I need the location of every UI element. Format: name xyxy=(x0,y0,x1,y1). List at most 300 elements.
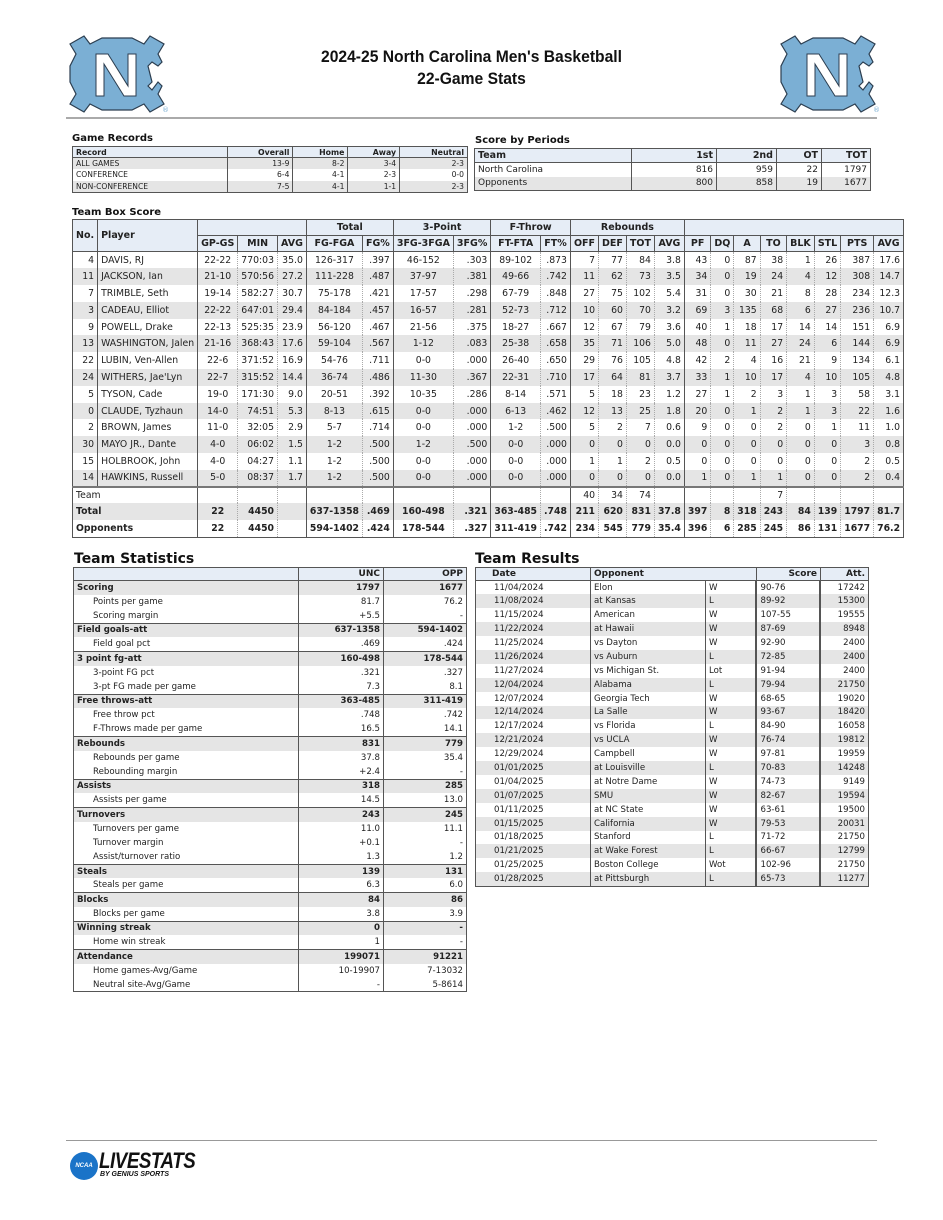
opp-value: 779 xyxy=(384,737,467,751)
stat-cell: 8 xyxy=(787,285,815,302)
stat-cell xyxy=(453,487,490,504)
stat-row xyxy=(74,751,467,765)
stat-cell: 105 xyxy=(841,369,874,386)
stat-cell: 42 xyxy=(684,352,710,369)
opp-value: 5-8614 xyxy=(384,978,467,992)
stat-cell: 308 xyxy=(841,268,874,285)
game-row xyxy=(476,664,869,678)
record-value: 7-5 xyxy=(228,181,293,193)
stat-cell: 3 xyxy=(841,436,874,453)
stat-cell: 1677 xyxy=(841,520,874,537)
stat-cell: .000 xyxy=(453,470,490,487)
stat-cell: 3 xyxy=(760,386,786,403)
stat-group-row xyxy=(74,623,467,637)
stat-cell: 17 xyxy=(760,369,786,386)
unc-value: .469 xyxy=(299,637,384,651)
stat-cell: 32:05 xyxy=(238,419,278,436)
stat-cell: 620 xyxy=(599,503,627,520)
stat-group-label: Turnovers xyxy=(74,808,299,822)
stat-cell: 779 xyxy=(626,520,654,537)
stat-cell: 67-79 xyxy=(491,285,541,302)
stat-group-label: Scoring xyxy=(74,581,299,595)
stat-cell xyxy=(814,487,840,504)
opp-value: 594-1402 xyxy=(384,623,467,637)
stat-cell: 27 xyxy=(814,302,840,319)
game-date: 11/08/2024 xyxy=(476,594,591,608)
stat-group-label: Free throws-att xyxy=(74,694,299,708)
stat-cell: .321 xyxy=(453,503,490,520)
stat-cell: 0 xyxy=(814,436,840,453)
stat-cell: 178-544 xyxy=(393,520,453,537)
game-result: L xyxy=(706,719,757,733)
stat-cell: .571 xyxy=(541,386,571,403)
box-score-table xyxy=(72,219,904,538)
stat-cell: 0 xyxy=(599,470,627,487)
stat-cell: 22 xyxy=(841,403,874,420)
game-date: 01/11/2025 xyxy=(476,803,591,817)
stat-cell: 6-13 xyxy=(491,403,541,420)
stat-label: 3-point FG pct xyxy=(74,666,299,680)
stat-cell: 545 xyxy=(599,520,627,537)
game-opponent: at Hawaii xyxy=(591,622,706,636)
stat-cell: 368:43 xyxy=(238,335,278,352)
unc-value: 1.3 xyxy=(299,850,384,864)
stat-cell: 21 xyxy=(787,352,815,369)
stat-cell: 11 xyxy=(841,419,874,436)
stat-cell: 4-0 xyxy=(198,436,238,453)
stat-cell: 84 xyxy=(787,503,815,520)
unc-value: 0 xyxy=(299,921,384,935)
stat-cell: 0 xyxy=(711,252,734,269)
stat-cell: 62 xyxy=(599,268,627,285)
opp-value: 285 xyxy=(384,779,467,793)
team-name: North Carolina xyxy=(475,163,632,177)
score-periods-title: Score by Periods xyxy=(475,135,570,146)
game-opponent: American xyxy=(591,608,706,622)
stat-cell: 0.8 xyxy=(874,436,904,453)
jersey-number: 30 xyxy=(73,436,98,453)
game-result: L xyxy=(706,678,757,692)
stat-cell: 0 xyxy=(570,436,598,453)
stat-cell: 48 xyxy=(684,335,710,352)
game-date: 01/04/2025 xyxy=(476,775,591,789)
game-score: 90-76 xyxy=(756,581,820,595)
stat-cell: 22-13 xyxy=(198,319,238,336)
stat-cell: 30.7 xyxy=(278,285,307,302)
stat-cell: 0 xyxy=(760,453,786,470)
col-header: Neutral xyxy=(400,147,468,158)
ncaa-logo-icon: NCAA xyxy=(70,1152,98,1180)
record-value: 2-3 xyxy=(348,169,400,181)
opp-value: 13.0 xyxy=(384,793,467,807)
game-score: 87-69 xyxy=(756,622,820,636)
stat-cell: 0 xyxy=(711,403,734,420)
stat-cell: 0 xyxy=(787,419,815,436)
stat-cell: 1 xyxy=(684,470,710,487)
stat-cell: 236 xyxy=(841,302,874,319)
jersey-number: 15 xyxy=(73,453,98,470)
stat-cell: 3.2 xyxy=(654,302,684,319)
game-date: 12/14/2024 xyxy=(476,706,591,720)
stat-cell: 24 xyxy=(787,335,815,352)
game-opponent: vs Auburn xyxy=(591,650,706,664)
stat-label: F-Throws made per game xyxy=(74,722,299,736)
stat-cell: 17-57 xyxy=(393,285,453,302)
game-row xyxy=(476,650,869,664)
player-row xyxy=(73,268,904,285)
game-result: W xyxy=(706,581,757,595)
record-row xyxy=(73,169,468,181)
game-score: 107-55 xyxy=(756,608,820,622)
stat-cell: 1 xyxy=(570,453,598,470)
stat-cell: 594-1402 xyxy=(306,520,362,537)
game-date: 01/07/2025 xyxy=(476,789,591,803)
opp-value: 11.1 xyxy=(384,822,467,836)
unc-value: 84 xyxy=(299,893,384,907)
stat-cell: 52-73 xyxy=(491,302,541,319)
stat-cell: 75 xyxy=(599,285,627,302)
header-divider xyxy=(66,117,877,119)
stat-cell: 40 xyxy=(684,319,710,336)
record-label: ALL GAMES xyxy=(73,158,228,170)
game-result: W xyxy=(706,803,757,817)
game-attendance: 20031 xyxy=(820,817,868,831)
stat-cell: 3.6 xyxy=(654,319,684,336)
stat-cell: .486 xyxy=(363,369,394,386)
stat-col-header: GP-GS xyxy=(198,236,238,252)
team-row xyxy=(73,487,904,504)
game-opponent: Stanford xyxy=(591,831,706,845)
stat-cell: 81 xyxy=(626,369,654,386)
stat-cell: 1-2 xyxy=(306,436,362,453)
stat-cell: 4450 xyxy=(238,520,278,537)
game-attendance: 2400 xyxy=(820,650,868,664)
record-value: 3-4 xyxy=(348,158,400,170)
player-row xyxy=(73,285,904,302)
game-attendance: 14248 xyxy=(820,761,868,775)
stat-cell: 0 xyxy=(814,470,840,487)
stat-label: Points per game xyxy=(74,595,299,609)
stat-cell: .083 xyxy=(453,335,490,352)
group-header-total: Total xyxy=(306,220,393,236)
stat-cell: .000 xyxy=(541,470,571,487)
stat-cell: 17 xyxy=(760,319,786,336)
stat-col-header: FG-FGA xyxy=(306,236,362,252)
stat-cell: 0 xyxy=(599,436,627,453)
stat-cell: 14.7 xyxy=(874,268,904,285)
opp-value: 7-13032 xyxy=(384,964,467,978)
unc-value: 363-485 xyxy=(299,694,384,708)
game-result: L xyxy=(706,761,757,775)
stat-cell: 1-12 xyxy=(393,335,453,352)
stat-cell: 1 xyxy=(734,403,760,420)
unc-value: 14.5 xyxy=(299,793,384,807)
stat-cell: 1 xyxy=(734,470,760,487)
stat-cell: 4-0 xyxy=(198,453,238,470)
unc-value: 831 xyxy=(299,737,384,751)
stat-cell: 36-74 xyxy=(306,369,362,386)
stat-cell: 22-7 xyxy=(198,369,238,386)
opp-value: 35.4 xyxy=(384,751,467,765)
stat-cell xyxy=(654,487,684,504)
stat-row xyxy=(74,978,467,992)
stat-cell xyxy=(684,487,710,504)
game-score: 70-83 xyxy=(756,761,820,775)
game-result: W xyxy=(706,636,757,650)
stat-cell: .567 xyxy=(363,335,394,352)
stat-cell: 8-14 xyxy=(491,386,541,403)
stat-cell: 8-13 xyxy=(306,403,362,420)
stat-cell: 0 xyxy=(711,436,734,453)
game-row xyxy=(476,636,869,650)
stat-cell: 3.5 xyxy=(654,268,684,285)
stat-cell: 70 xyxy=(626,302,654,319)
game-result: L xyxy=(706,844,757,858)
stat-cell: .397 xyxy=(363,252,394,269)
game-score: 89-92 xyxy=(756,594,820,608)
player-row xyxy=(73,252,904,269)
player-name: TYSON, Cade xyxy=(98,386,198,403)
game-row xyxy=(476,789,869,803)
stat-cell: 16 xyxy=(760,352,786,369)
stat-cell: 0 xyxy=(787,470,815,487)
game-date: 01/25/2025 xyxy=(476,858,591,872)
stat-cell: 1-2 xyxy=(393,436,453,453)
stat-cell: 0.6 xyxy=(654,419,684,436)
stat-cell: 126-317 xyxy=(306,252,362,269)
stat-cell: .367 xyxy=(453,369,490,386)
game-result: W xyxy=(706,733,757,747)
stat-cell: 27 xyxy=(570,285,598,302)
jersey-number: 24 xyxy=(73,369,98,386)
game-records-table xyxy=(72,146,468,193)
stat-cell: 17 xyxy=(570,369,598,386)
game-attendance: 19594 xyxy=(820,789,868,803)
stat-cell: 34 xyxy=(599,487,627,504)
group-header-three-point: 3-Point xyxy=(393,220,491,236)
record-value: 1-1 xyxy=(348,181,400,193)
stat-group-row xyxy=(74,893,467,907)
stat-group-label: Winning streak xyxy=(74,921,299,935)
stat-cell: 71 xyxy=(599,335,627,352)
stat-cell: 4 xyxy=(734,352,760,369)
game-attendance: 17242 xyxy=(820,581,868,595)
stat-cell: 1 xyxy=(814,419,840,436)
unc-value: 1 xyxy=(299,935,384,949)
stat-cell: 16-57 xyxy=(393,302,453,319)
game-records-title: Game Records xyxy=(72,133,153,144)
unc-value: 243 xyxy=(299,808,384,822)
stat-cell xyxy=(541,487,571,504)
stat-cell: 111-228 xyxy=(306,268,362,285)
stat-cell: .500 xyxy=(453,436,490,453)
stat-cell: 76 xyxy=(599,352,627,369)
stat-col-header: 3FG% xyxy=(453,236,490,252)
stat-cell xyxy=(734,487,760,504)
stat-row xyxy=(74,878,467,892)
stat-cell: 12 xyxy=(570,319,598,336)
stat-cell: 1 xyxy=(787,403,815,420)
stat-cell: 0-0 xyxy=(491,470,541,487)
col-header-date: Date xyxy=(476,568,591,581)
col-header: 1st xyxy=(632,149,717,163)
unc-value: 160-498 xyxy=(299,651,384,665)
stat-group-row xyxy=(74,581,467,595)
stat-group-label: Field goals-att xyxy=(74,623,299,637)
stat-cell: 0 xyxy=(787,453,815,470)
player-name: WITHERS, Jae'Lyn xyxy=(98,369,198,386)
stat-cell: 4.8 xyxy=(874,369,904,386)
stat-cell: 2 xyxy=(711,352,734,369)
stat-cell: 0 xyxy=(734,436,760,453)
game-attendance: 21750 xyxy=(820,831,868,845)
stat-cell: .500 xyxy=(363,436,394,453)
record-label: NON-CONFERENCE xyxy=(73,181,228,193)
stat-cell: 73 xyxy=(626,268,654,285)
stat-cell: 0 xyxy=(734,419,760,436)
stat-cell: .873 xyxy=(541,252,571,269)
stat-cell xyxy=(393,487,453,504)
stat-cell: 387 xyxy=(841,252,874,269)
game-opponent: Campbell xyxy=(591,747,706,761)
total-row xyxy=(73,503,904,520)
stat-cell: 16.9 xyxy=(278,352,307,369)
stat-cell: .457 xyxy=(363,302,394,319)
stat-cell: 27 xyxy=(684,386,710,403)
stat-cell: 139 xyxy=(814,503,840,520)
player-name: LUBIN, Ven-Allen xyxy=(98,352,198,369)
stat-col-header: A xyxy=(734,236,760,252)
stat-cell xyxy=(363,487,394,504)
stat-cell: 160-498 xyxy=(393,503,453,520)
stat-label: Blocks per game xyxy=(74,907,299,921)
opp-value: - xyxy=(384,921,467,935)
stat-row xyxy=(74,850,467,864)
player-name: TRIMBLE, Seth xyxy=(98,285,198,302)
record-label: CONFERENCE xyxy=(73,169,228,181)
game-score: 79-94 xyxy=(756,678,820,692)
stat-cell: 18 xyxy=(599,386,627,403)
opp-value: .424 xyxy=(384,637,467,651)
stat-cell: 5-0 xyxy=(198,470,238,487)
stat-cell: 1.1 xyxy=(278,453,307,470)
stat-cell: 6.1 xyxy=(874,352,904,369)
page-subtitle: 22-Game Stats xyxy=(417,69,526,88)
stat-cell: .742 xyxy=(541,520,571,537)
stat-cell: 2 xyxy=(841,453,874,470)
game-opponent: La Salle xyxy=(591,706,706,720)
unc-value: 139 xyxy=(299,864,384,878)
stat-cell: .467 xyxy=(363,319,394,336)
stat-cell: 10.7 xyxy=(874,302,904,319)
row-label: Total xyxy=(73,503,198,520)
stat-cell: 35 xyxy=(570,335,598,352)
stat-cell: 54-76 xyxy=(306,352,362,369)
stat-cell: 1 xyxy=(760,470,786,487)
registered-mark: ® xyxy=(162,106,169,114)
player-row xyxy=(73,319,904,336)
stat-cell: 134 xyxy=(841,352,874,369)
period-score: 1797 xyxy=(822,163,871,177)
game-result: Wot xyxy=(706,858,757,872)
game-score: 92-90 xyxy=(756,636,820,650)
stat-row xyxy=(74,964,467,978)
stat-cell: 18-27 xyxy=(491,319,541,336)
stat-cell: 27 xyxy=(760,335,786,352)
stat-label: Steals per game xyxy=(74,878,299,892)
stat-cell: .462 xyxy=(541,403,571,420)
stat-cell: 2 xyxy=(760,419,786,436)
stat-cell: 151 xyxy=(841,319,874,336)
group-header-rebounds: Rebounds xyxy=(570,220,684,236)
stat-cell: 582:27 xyxy=(238,285,278,302)
stat-group-row xyxy=(74,808,467,822)
record-value: 2-3 xyxy=(400,158,468,170)
stat-col-header: TOT xyxy=(626,236,654,252)
stat-label: Home games-Avg/Game xyxy=(74,964,299,978)
game-score: 97-81 xyxy=(756,747,820,761)
stat-cell: 11 xyxy=(570,268,598,285)
game-row xyxy=(476,831,869,845)
jersey-number: 11 xyxy=(73,268,98,285)
game-score: 74-73 xyxy=(756,775,820,789)
unc-value: +2.4 xyxy=(299,765,384,779)
stat-cell: 1 xyxy=(711,369,734,386)
stat-col-header: AVG xyxy=(278,236,307,252)
game-date: 01/15/2025 xyxy=(476,817,591,831)
stat-cell: 22 xyxy=(198,503,238,520)
game-attendance: 19020 xyxy=(820,692,868,706)
stat-cell: 84 xyxy=(626,252,654,269)
game-date: 12/04/2024 xyxy=(476,678,591,692)
game-score: 68-65 xyxy=(756,692,820,706)
stat-cell: .000 xyxy=(541,436,571,453)
stat-cell: 1 xyxy=(599,453,627,470)
stat-label: Assists per game xyxy=(74,793,299,807)
stat-cell: 1 xyxy=(711,386,734,403)
game-result: Lot xyxy=(706,664,757,678)
player-name: CLAUDE, Tyzhaun xyxy=(98,403,198,420)
game-result: W xyxy=(706,706,757,720)
stat-cell: 26 xyxy=(814,252,840,269)
stat-col-header: FT-FTA xyxy=(491,236,541,252)
game-score: 76-74 xyxy=(756,733,820,747)
player-row xyxy=(73,352,904,369)
stat-cell: 81.7 xyxy=(874,503,904,520)
group-header-free-throw: F-Throw xyxy=(491,220,571,236)
stat-cell: .710 xyxy=(541,369,571,386)
stat-cell: 363-485 xyxy=(491,503,541,520)
stat-cell: 0 xyxy=(734,453,760,470)
stat-cell: 171:30 xyxy=(238,386,278,403)
stat-cell: 1.5 xyxy=(278,436,307,453)
jersey-number: 22 xyxy=(73,352,98,369)
stat-cell: 22-6 xyxy=(198,352,238,369)
stat-cell: 397 xyxy=(684,503,710,520)
game-result: L xyxy=(706,872,757,886)
game-score: 66-67 xyxy=(756,844,820,858)
stat-cell: 19-0 xyxy=(198,386,238,403)
stat-cell: 27.2 xyxy=(278,268,307,285)
stat-cell: 5.4 xyxy=(654,285,684,302)
stat-cell: 7 xyxy=(760,487,786,504)
stat-cell xyxy=(491,487,541,504)
stat-cell: 34 xyxy=(684,268,710,285)
stat-row xyxy=(74,822,467,836)
stat-cell: 37.8 xyxy=(654,503,684,520)
jersey-number: 3 xyxy=(73,302,98,319)
stat-cell: 25-38 xyxy=(491,335,541,352)
